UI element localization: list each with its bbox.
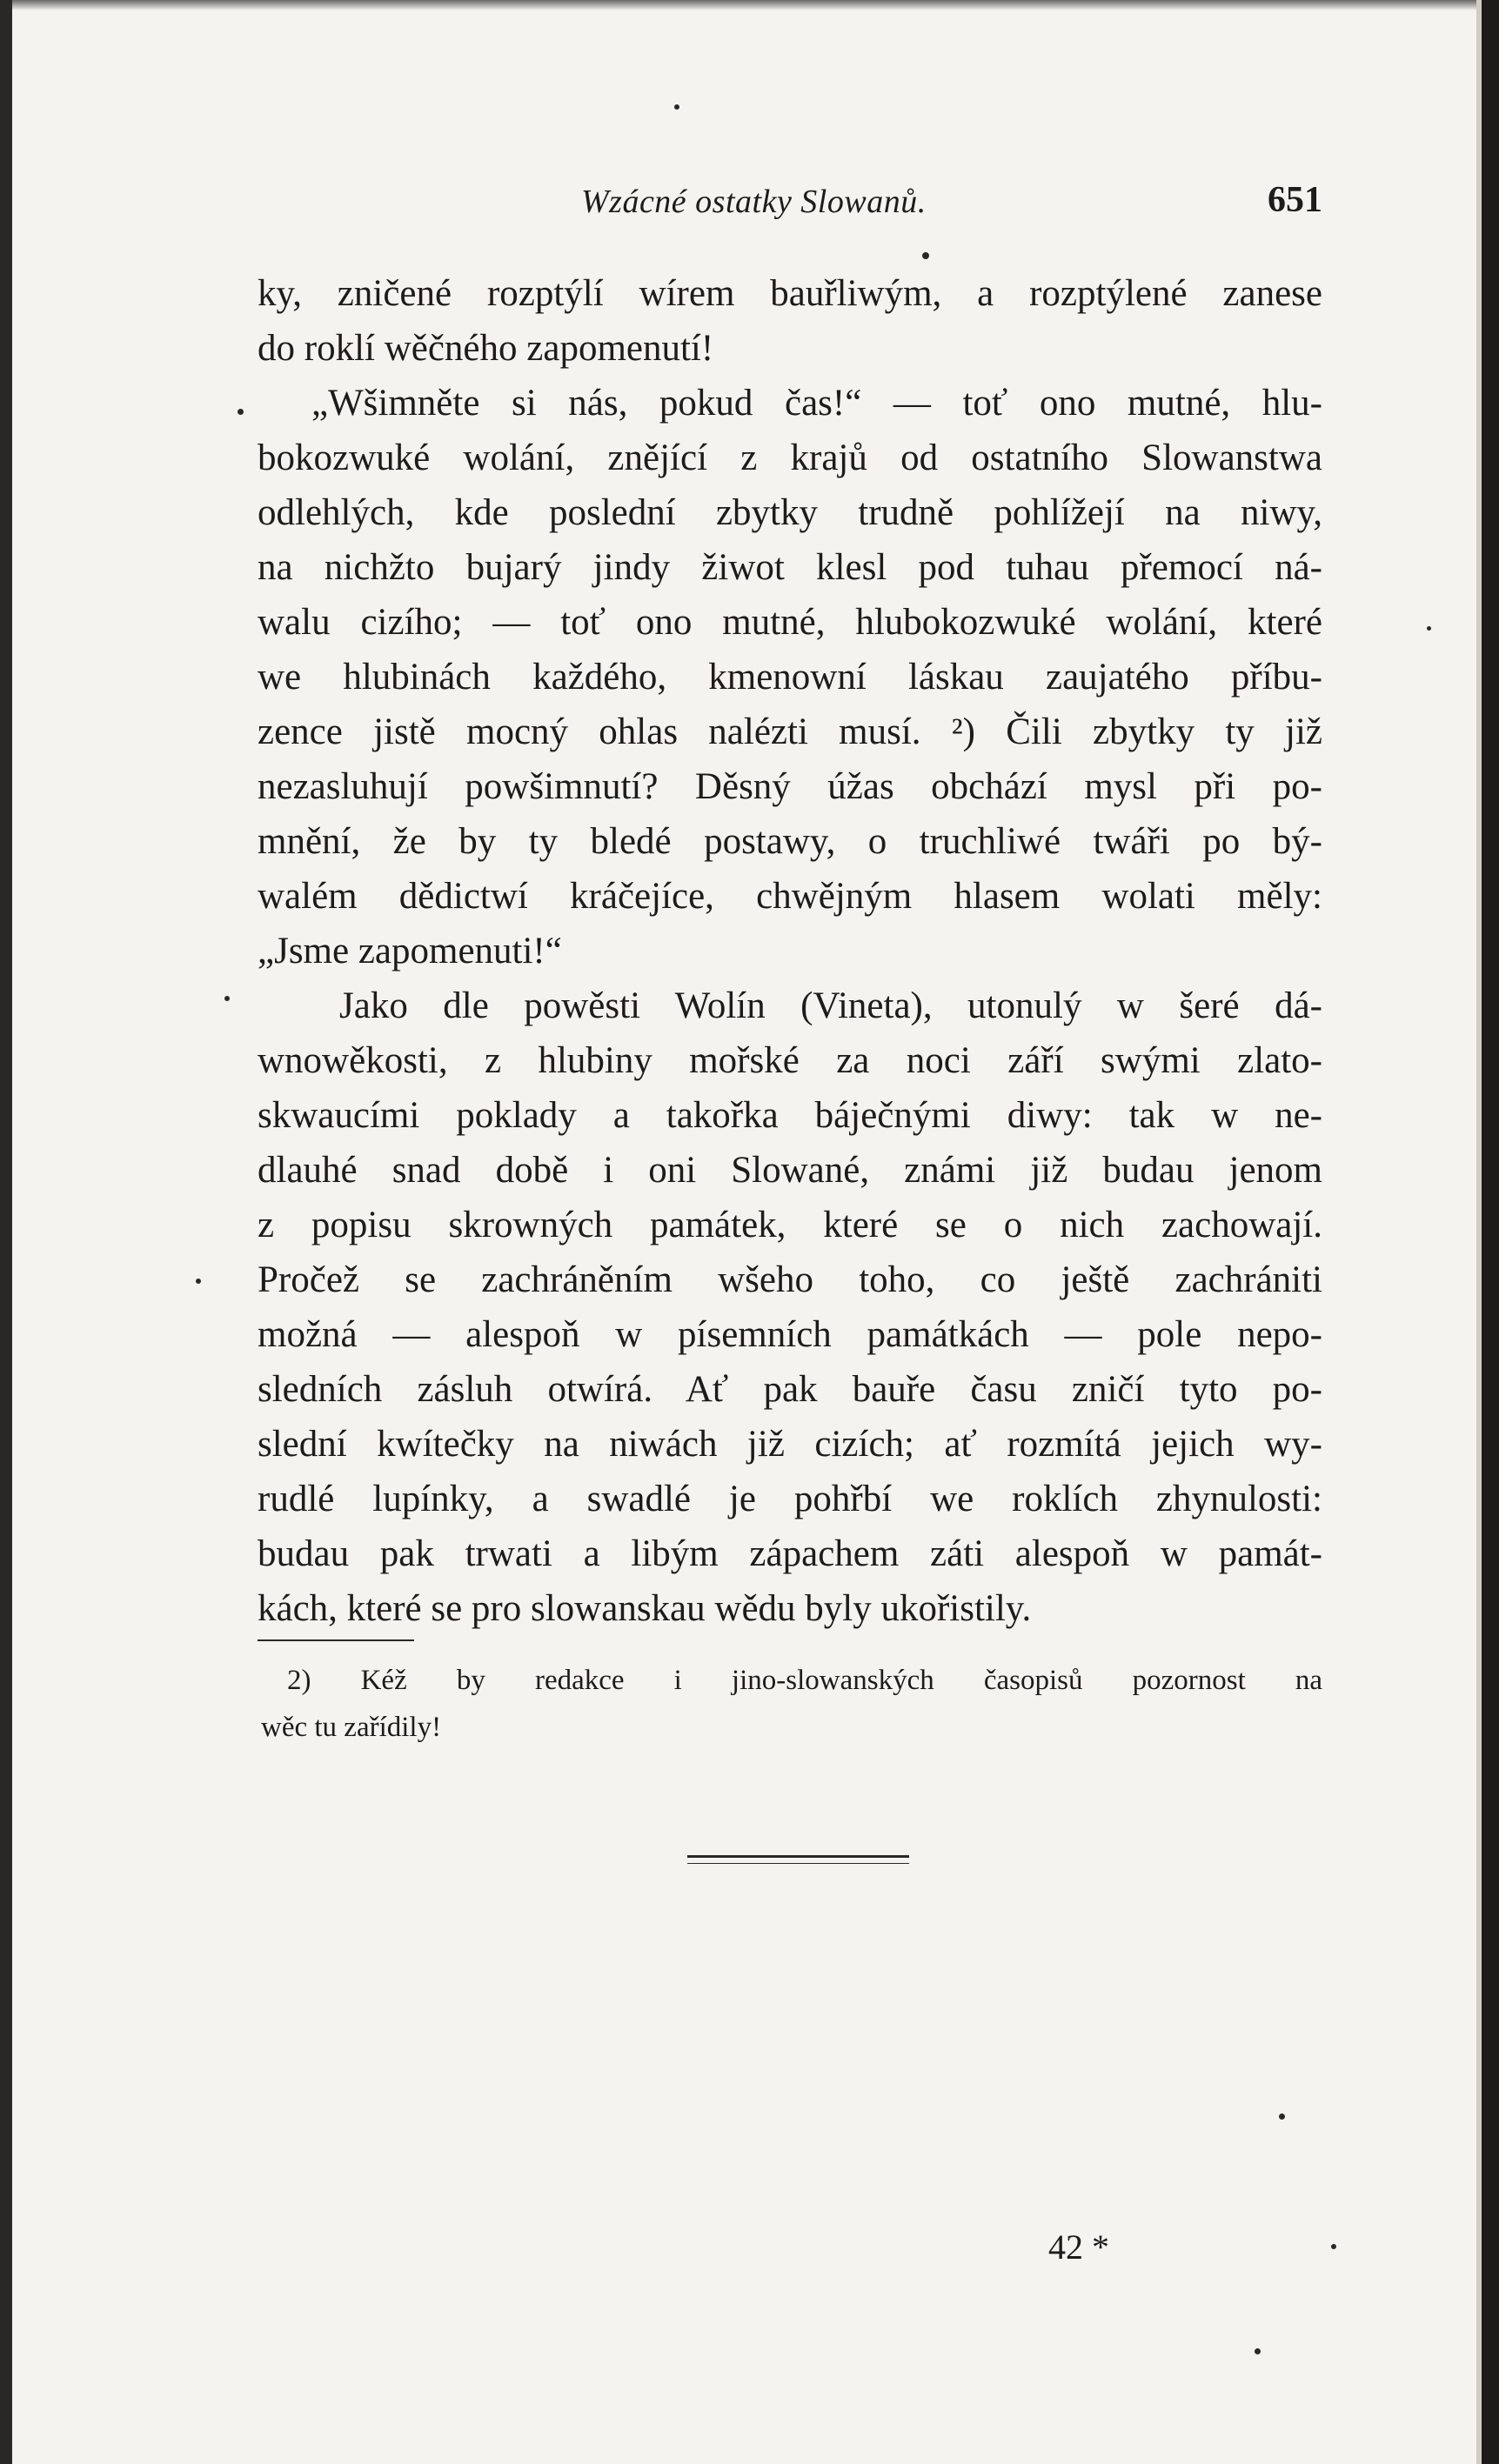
- text-line: wnowěkosti, z hlubiny mořské za noci září swými zlato-: [258, 1040, 1322, 1081]
- text-line: sledních zásluh otwírá. Ať pak bauře času zničí tyto po-: [258, 1369, 1322, 1410]
- page-number: 651: [1268, 180, 1322, 220]
- text-line: walu cizího; — toť ono mutné, hlubokozwuké wolání, které: [258, 602, 1322, 643]
- scan-speck: [196, 1279, 201, 1284]
- footnote-rule: [258, 1639, 414, 1641]
- page-left-edge: [0, 0, 12, 2464]
- text-line: walém dědictwí kráčejíce, chwějným hlasem wolati měly:: [258, 876, 1322, 917]
- text-line: z popisu skrowných památek, které se o nich zachowají.: [258, 1205, 1322, 1245]
- text-line: dlauhé snad době i oni Slowané, známi již budau jenom: [258, 1150, 1322, 1191]
- scan-speck: [1279, 2113, 1285, 2120]
- text-line: mnění, že by ty bledé postawy, o truchliwé twáři po bý-: [258, 821, 1322, 862]
- text-line: we hlubinách každého, kmenowní láskau zaujatého příbu-: [258, 657, 1322, 698]
- footnote-line: wěc tu zařídily!: [261, 1712, 442, 1743]
- text-line: na nichžto bujarý jindy žiwot klesl pod tuhau přemocí ná-: [258, 547, 1322, 588]
- text-line: možná — alespoň w písemních památkách — pole nepo-: [258, 1314, 1322, 1355]
- body-text: [258, 266, 1322, 1636]
- text-line: nezasluhují powšimnutí? Děsný úžas obchází mysl při po-: [258, 766, 1322, 807]
- text-line: Pročež se zachráněním wšeho toho, co ještě zachrániti: [258, 1259, 1322, 1300]
- text-line: do roklí wěčného zapomenutí!: [258, 328, 714, 369]
- scan-speck: [922, 252, 929, 259]
- scan-speck: [238, 409, 244, 415]
- running-head: [261, 180, 1322, 235]
- scan-speck: [674, 104, 679, 110]
- text-line: budau pak trwati a libým zápachem záti alespoň w památ-: [258, 1533, 1322, 1574]
- text-line: zence jistě mocný ohlas nalézti musí. ²) Čili zbytky ty již: [258, 711, 1322, 752]
- page-top-edge: [0, 0, 1499, 10]
- footnote-line: 2) Kéž by redakce i jino-slowanských časopisů pozornost na: [287, 1665, 1322, 1696]
- text-line: bokozwuké wolání, znějící z krajů od ostatního Slowanstwa: [258, 437, 1322, 478]
- text-line: kách, které se pro slowanskau wědu byly ukořistily.: [258, 1588, 1032, 1629]
- scan-speck: [1255, 2348, 1261, 2354]
- scan-speck: [1427, 626, 1431, 631]
- text-line: „Jsme zapomenuti!“: [258, 931, 562, 972]
- page-right-edge: [1482, 0, 1499, 2464]
- text-line: odlehlých, kde poslední zbytky trudně pohlížejí na niwy,: [258, 492, 1322, 533]
- text-line: Jako dle powěsti Wolín (Vineta), utonulý w šeré dá-: [339, 985, 1322, 1026]
- running-head-title: Wzácné ostatky Slowanů.: [581, 184, 927, 220]
- scan-speck: [224, 996, 230, 1001]
- text-line: slední kwítečky na niwách již cizích; ať rozmítá jejich wy-: [258, 1424, 1322, 1465]
- text-line: skwaucími poklady a takořka báječnými diwy: tak w ne-: [258, 1095, 1322, 1136]
- signature-mark: 42 *: [1048, 2227, 1109, 2267]
- end-rule-thick: [687, 1855, 909, 1858]
- text-line: „Wšimněte si nás, pokud čas!“ — toť ono mutné, hlu-: [311, 383, 1322, 424]
- end-rule-thin: [687, 1863, 909, 1864]
- text-line: rudlé lupínky, a swadlé je pohřbí we roklích zhynulosti:: [258, 1479, 1322, 1519]
- text-line: ky, zničené rozptýlí wírem bauřliwým, a rozptýlené zanese: [258, 273, 1322, 314]
- footnote: [261, 1657, 1322, 1751]
- scan-speck: [1331, 2244, 1336, 2249]
